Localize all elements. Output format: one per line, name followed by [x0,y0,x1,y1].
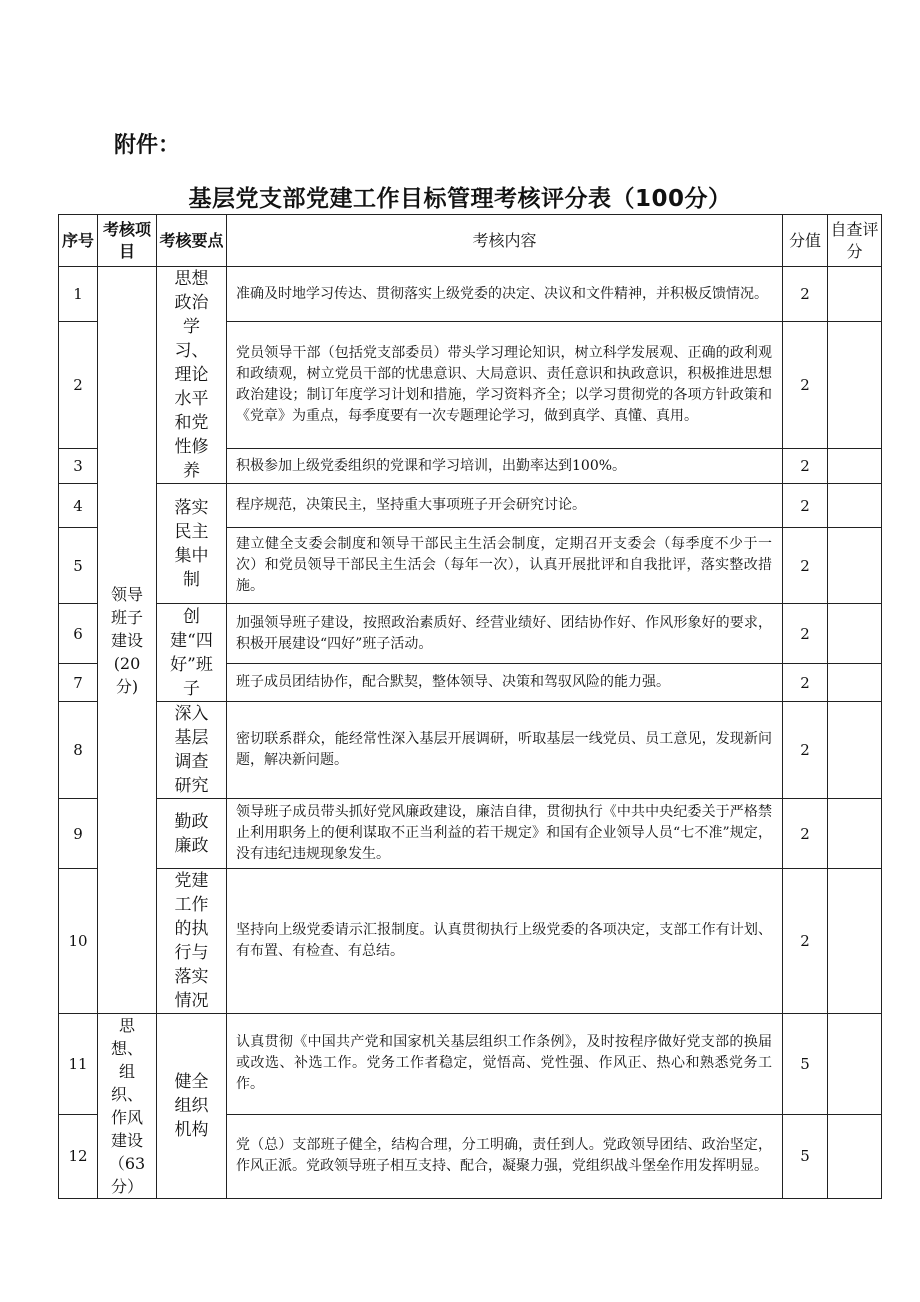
header-score: 分值 [783,215,828,267]
point-integrity: 勤政廉政 [157,799,227,869]
row-no: 3 [59,449,98,484]
row-no: 9 [59,799,98,869]
row-content: 认真贯彻《中国共产党和国家机关基层组织工作条例》，及时按程序做好党支部的换届或改选、补选工作。党务工作者稳定，觉悟高、党性强、作风正、热心和熟悉党务工作。 [227,1014,783,1115]
self-score-cell[interactable] [828,869,882,1014]
page-title: 基层党支部党建工作目标管理考核评分表（100分） [188,186,732,212]
row-no: 6 [59,604,98,664]
row-content: 准确及时地学习传达、贯彻落实上级党委的决定、决议和文件精神，并积极反馈情况。 [227,267,783,322]
row-no: 11 [59,1014,98,1115]
self-score-cell[interactable] [828,322,882,449]
row-score: 2 [783,664,828,702]
row-score: 2 [783,322,828,449]
header-no: 序号 [59,215,98,267]
row-content: 加强领导班子建设，按照政治素质好、经营业绩好、团结协作好、作风形象好的要求，积极开展建设“四好”班子活动。 [227,604,783,664]
self-score-cell[interactable] [828,1114,882,1198]
row-score: 2 [783,484,828,528]
row-no: 1 [59,267,98,322]
row-content: 党（总）支部班子健全，结构合理，分工明确，责任到人。党政领导团结、政治坚定，作风正派。党政领导班子相互支持、配合，凝聚力强，党组织战斗堡垒作用发挥明显。 [227,1114,783,1198]
category-leadership: 领导班子建设(20分) [98,267,157,1014]
row-score: 2 [783,267,828,322]
table-row [59,869,882,1014]
self-score-cell[interactable] [828,449,882,484]
row-score: 5 [783,1014,828,1115]
header-self: 自查评分 [828,215,882,267]
row-content: 党员领导干部（包括党支部委员）带头学习理论知识，树立科学发展观、正确的政利观和政绩观，树立党员干部的忧患意识、大局意识、责任意识和执政意识，积极推进思想政治建设；制订年度学习计划和措施，学习资料齐全；以学习贯彻党的各项方针政策和《党章》为重点，每季度要有一次专题理论学习，做到真学、真懂、真用。 [227,322,783,449]
row-content: 坚持向上级党委请示汇报制度。认真贯彻执行上级党委的各项决定，支部工作有计划、有布置、有检查、有总结。 [227,869,783,1014]
score-table [58,214,882,1199]
row-content: 建立健全支委会制度和领导干部民主生活会制度，定期召开支委会（每季度不少于一次）和党员领导干部民主生活会（每年一次），认真开展批评和自我批评，落实整改措施。 [227,528,783,604]
row-no: 12 [59,1114,98,1198]
attachment-label: 附件： [114,133,181,158]
table-row [59,484,882,528]
row-no: 2 [59,322,98,449]
row-no: 7 [59,664,98,702]
table-row [59,702,882,799]
point-study: 思想政治学习、理论水平和党性修养 [157,267,227,484]
row-no: 8 [59,702,98,799]
point-research: 深入基层调查研究 [157,702,227,799]
self-score-cell[interactable] [828,702,882,799]
header-point: 考核要点 [157,215,227,267]
row-content: 积极参加上级党委组织的党课和学习培训，出勤率达到100%。 [227,449,783,484]
header-content: 考核内容 [227,215,783,267]
self-score-cell[interactable] [828,1014,882,1115]
header-category: 考核项目 [98,215,157,267]
row-score: 2 [783,799,828,869]
table-row [59,267,882,322]
self-score-cell[interactable] [828,484,882,528]
row-score: 2 [783,702,828,799]
row-content: 密切联系群众，能经常性深入基层开展调研，听取基层一线党员、员工意见，发现新问题，解决新问题。 [227,702,783,799]
category-organization: 思想、组织、作风建设（63分） [98,1014,157,1199]
row-score: 5 [783,1114,828,1198]
row-no: 5 [59,528,98,604]
row-content: 班子成员团结协作，配合默契，整体领导、决策和驾驭风险的能力强。 [227,664,783,702]
row-no: 4 [59,484,98,528]
point-democracy: 落实民主集中制 [157,484,227,604]
self-score-cell[interactable] [828,664,882,702]
row-score: 2 [783,528,828,604]
point-implementation: 党建工作的执行与落实情况 [157,869,227,1014]
row-no: 10 [59,869,98,1014]
row-content: 程序规范，决策民主，坚持重大事项班子开会研究讨论。 [227,484,783,528]
table-row [59,799,882,869]
row-content: 领导班子成员带头抓好党风廉政建设，廉洁自律，贯彻执行《中共中央纪委关于严格禁止利用职务上的便利谋取不正当利益的若干规定》和国有企业领导人员“七不准”规定，没有违纪违规现象发生。 [227,799,783,869]
row-score: 2 [783,449,828,484]
table-header-row [59,215,882,267]
self-score-cell[interactable] [828,528,882,604]
self-score-cell[interactable] [828,604,882,664]
point-organization: 健全组织机构 [157,1014,227,1199]
table-row [59,604,882,664]
row-score: 2 [783,869,828,1014]
self-score-cell[interactable] [828,267,882,322]
point-four-good: 创建“四好”班子 [157,604,227,702]
self-score-cell[interactable] [828,799,882,869]
table-row [59,1014,882,1115]
row-score: 2 [783,604,828,664]
